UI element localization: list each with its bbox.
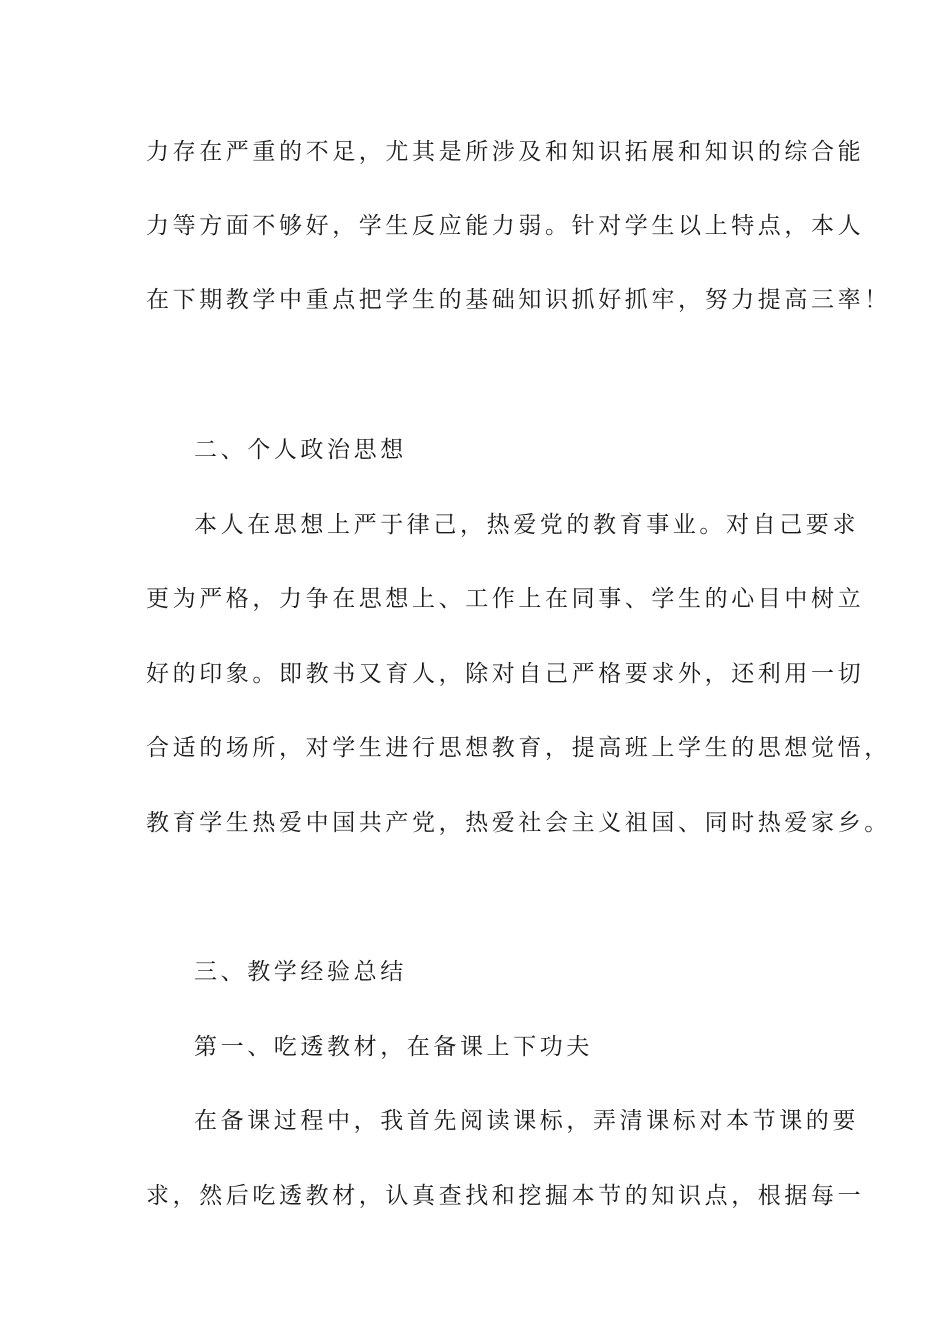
paragraph-line: 教育学生热爱中国共产党，热爱社会主义祖国、同时热爱家乡。: [146, 810, 891, 836]
paragraph-line: 力等方面不够好，学生反应能力弱。针对学生以上特点，本人: [146, 213, 865, 239]
paragraph-line: 求，然后吃透教材，认真查找和挖掘本节的知识点，根据每一: [146, 1183, 865, 1209]
section-subheading: 第一、吃透教材，在备课上下功夫: [194, 1034, 593, 1060]
section-heading: 二、个人政治思想: [194, 437, 407, 463]
paragraph-line: 在下期教学中重点把学生的基础知识抓好抓牢，努力提高三率！: [146, 287, 891, 313]
paragraph-line: 合适的场所，对学生进行思想教育，提高班上学生的思想觉悟，: [146, 735, 891, 761]
paragraph-line: 力存在严重的不足，尤其是所涉及和知识拓展和知识的综合能: [146, 139, 865, 165]
paragraph-line: 更为严格，力争在思想上、工作上在同事、学生的心目中树立: [146, 586, 865, 612]
paragraph-line: 在备课过程中，我首先阅读课标，弄清课标对本节课的要: [194, 1108, 859, 1134]
paragraph-line: 好的印象。即教书又育人，除对自己严格要求外，还利用一切: [146, 661, 865, 687]
section-heading: 三、教学经验总结: [194, 959, 407, 985]
paragraph-line: 本人在思想上严于律己，热爱党的教育事业。对自己要求: [194, 512, 859, 538]
